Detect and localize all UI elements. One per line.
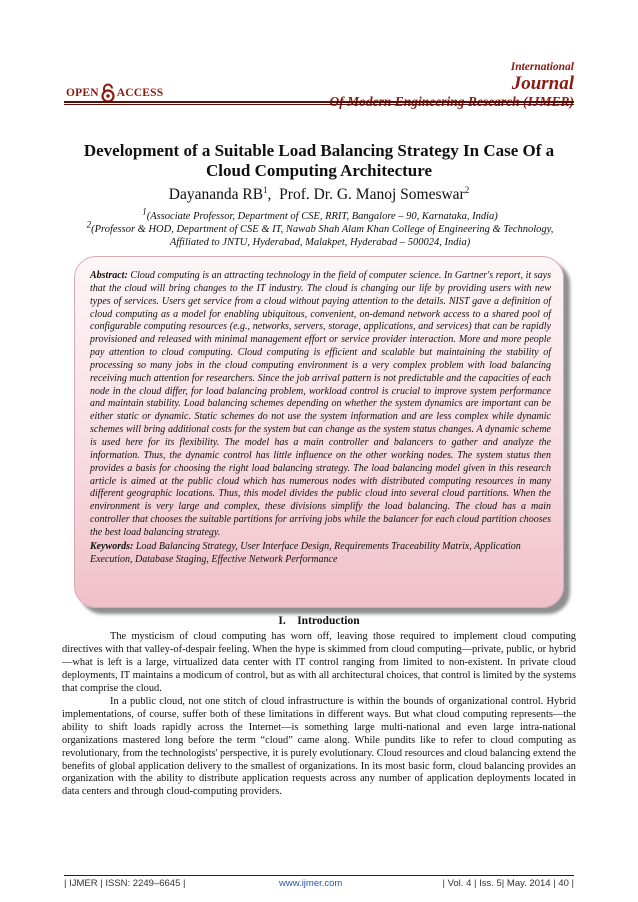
abstract-text: Cloud computing is an attracting technology in the field of computer science. In Gartner's report, it says that the cloud will bring changes to the IT industry. The cloud is changing our life by providing users with new types of services. Users get service from a cloud without paying attention to the details. NIST gave a definition of cloud computing as a model for enabling ubiquitous, convenient, on-demand network access to a shared pool of configurable computing resources (e.g., networks, servers, storage, applications, and services) that can be rapidly provisioned and released with minimal management effort or service provider interaction. More and more people pay attention to cloud computing. Cloud computing is efficient and scalable but maintaining the stability of processing so many jobs in the cloud computing environment is a very complex problem with load balancing receiving much attention for researchers. Since the job arrival pattern is not predictable and the capacities of each node in the cloud differ, for load balancing problem, workload control is crucial to improve system performance and maintain stability. Load balancing schemes depending on whether the system dynamics are important can be either static or dynamic. Static schemes do not use the system information and are less complex while dynamic schemes will bring additional costs for the system but can change as the system status changes. A dynamic scheme is used here for its flexibility. The model has a main controller and balancers to gather and analyze the information. Thus, the dynamic control has little influence on the other working nodes. The system status then provides a basis for choosing the right load balancing strategy. The load balancing model given in this research article is aimed at the public cloud which has numerous nodes with distributed computing resources in many different geographic locations. Thus, this model divides the public cloud into several cloud partitions. When the environment is very large and complex, these divisions simplify the load balancing. The cloud has a main controller that chooses the suitable partitions for arriving jobs while the balancer for each cloud partition chooses the best load balancing strategy. — [90, 270, 551, 538]
paragraph-2: In a public cloud, not one stitch of cloud infrastructure is within the bounds of organizational control. Hybrid implementations, of course, suffer both of these limitations in different ways. But what cloud computing represents—the ability to shift loads rapidly across the Internet—is something large multi-national and even large intra-national organizations mastered long before the term “cloud” came along. While pundits like to refer to cloud computing as revolutionary, from the technologists' perspective, it is purely evolutionary. Cloud resources and cloud balancing extend the benefits of global application delivery to the smallest of organizations. In its most basic form, cloud balancing provides an organization with the ability to distribute application requests across any number of application deployments located in data centers and through cloud-computing providers. — [62, 695, 576, 798]
affiliation-1 — [30, 206, 610, 224]
abstract-box — [74, 256, 564, 608]
author-1: Dayananda RB — [168, 186, 264, 203]
journal-word: Journal — [511, 73, 574, 94]
section-heading-introduction: I. Introduction — [278, 615, 360, 627]
header-rule — [64, 101, 574, 105]
affiliation-1-text: (Associate Professor, Department of CSE, RRIT, Bangalore – 90, Karnataka, India) — [146, 211, 498, 222]
abstract-label: Abstract: — [90, 270, 128, 281]
author-1-sup: 1 — [263, 184, 268, 195]
keywords-text: Load Balancing Strategy, User Interface Design, Requirements Traceability Matrix, Application Execution, Database Staging, Effective Network Performance — [90, 540, 521, 565]
keywords — [90, 540, 551, 566]
affiliation-3: Affiliated to JNTU, Hyderabad, Malakpet, Hyderabad – 500024, India) — [169, 237, 471, 248]
footer-rule — [64, 875, 574, 876]
open-access-logo — [66, 83, 163, 103]
introduction-body — [62, 631, 576, 799]
author-2-sup: 2 — [464, 184, 470, 195]
affiliation-2-text: (Professor & HOD, Department of CSE & IT, Nawab Shah Alam Khan College of Engineering & Technology, — [91, 224, 554, 235]
title-line-2: Cloud Computing Architecture — [205, 161, 433, 180]
open-access-label-right: ACCESS — [116, 87, 164, 99]
paragraph-1: The mysticism of cloud computing has worn off, leaving those required to implement cloud computing directives with that valley-of-despair feeling. When the hype is skimmed from cloud computing—private, public, or hybrid—what is left is a large, virtualized data center with IT control ranging from limited to non-existent. In private cloud deployments, IT maintains a modicum of control, but as with all architectural choices, that control is limited by the systems that comprise the cloud. — [62, 631, 576, 694]
title-line-1: Development of a Suitable Load Balancing Strategy In Case Of a — [83, 141, 555, 160]
journal-full-name: Of Modern Engineering Research (IJMER) — [329, 94, 574, 109]
footer-website-link[interactable]: www.ijmer.com — [279, 878, 343, 889]
journal-international: International — [510, 61, 574, 73]
author-separator: , — [267, 186, 280, 203]
affiliation-1-sup: 1 — [142, 206, 147, 217]
author-line — [64, 186, 574, 204]
open-access-label-left: OPEN — [66, 87, 99, 99]
affiliation-2 — [30, 219, 610, 237]
footer-issn: | IJMER | ISSN: 2249–6645 | — [64, 878, 186, 889]
keywords-label: Keywords: — [90, 540, 134, 552]
author-2: Prof. Dr. G. Manoj Someswar — [279, 186, 465, 203]
open-access-lock-icon — [101, 83, 115, 103]
affiliation-2-sup: 2 — [86, 219, 92, 230]
abstract — [90, 270, 551, 540]
paper-title — [64, 141, 574, 181]
footer-volume-page: | Vol. 4 | Iss. 5| May. 2014 | 40 | — [442, 878, 574, 889]
